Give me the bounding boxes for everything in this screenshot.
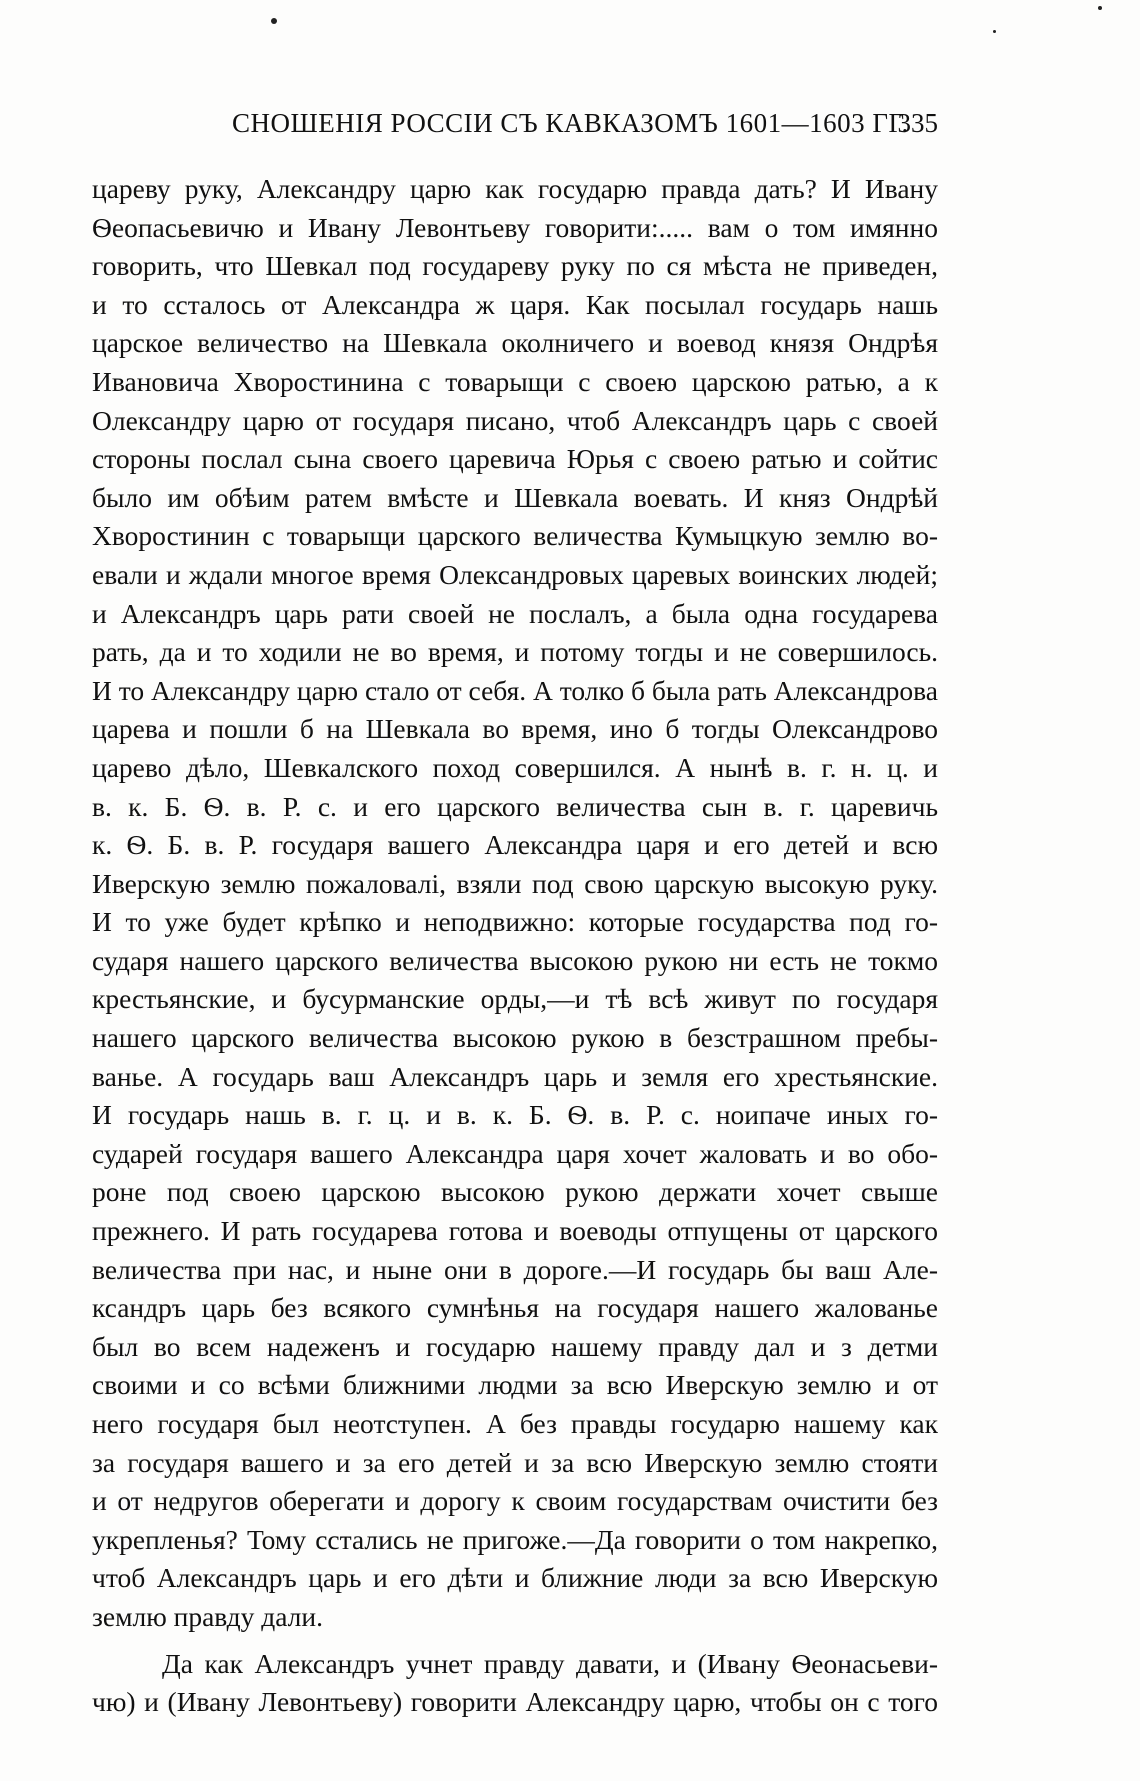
paragraph-2 bbox=[92, 1645, 938, 1722]
text-line: сударей государя вашего Александра царя хочет жаловать и во обо- bbox=[92, 1137, 938, 1169]
text-line: рать, да и то ходили не во время, и потому тогды и не совершилось. bbox=[92, 636, 938, 668]
text-line: сударя нашего царского величества высокою рукою ни есть не токмо bbox=[92, 944, 938, 976]
text-line: И то Александру царю стало от себя. А толко б была рать Александрова bbox=[92, 674, 938, 706]
text-line: ксандръ царь без всякого сумнѣнья на государя нашего жалованье bbox=[92, 1292, 938, 1324]
text-line: к. Ѳ. Б. в. Р. государя вашего Александра царя и его детей и всю bbox=[92, 829, 938, 861]
text-line: цареву руку, Александру царю как государю правда дать? И Ивану bbox=[92, 173, 938, 204]
text-line: и от недругов оберегати и дорогу к своим государствам очистити без bbox=[92, 1485, 938, 1517]
text-line: Ѳеопасьевичю и Ивану Левонтьеву говорити:..... вам о том имянно bbox=[92, 211, 938, 243]
ink-speck bbox=[1098, 6, 1102, 10]
body-text bbox=[92, 170, 938, 1722]
text-line: Олександру царю от государя писано, чтоб Александръ царь с своей bbox=[92, 404, 938, 436]
ink-speck bbox=[271, 18, 277, 24]
paragraph-gap bbox=[92, 1637, 938, 1645]
text-line: землю правду дали. bbox=[92, 1600, 323, 1632]
ink-speck bbox=[993, 30, 996, 33]
text-line: и то ссталось от Александра ж царя. Как посылал государь нашь bbox=[92, 288, 938, 320]
text-line: в. к. Б. Ѳ. в. Р. с. и его царского величества сын в. г. царевичь bbox=[92, 790, 938, 822]
text-line: царево дѣло, Шевкалского поход совершился. А нынѣ в. г. н. ц. и bbox=[92, 751, 938, 783]
text-line: чтоб Александръ царь и его дѣти и ближние люди за всю Иверскую bbox=[92, 1562, 938, 1594]
paragraph-1 bbox=[92, 170, 938, 1637]
text-line: И государь нашь в. г. ц. и в. к. Б. Ѳ. в. Р. с. ноипаче иных го- bbox=[92, 1099, 938, 1131]
text-line: укрепленья? Тому сстались не пригоже.—Да говорити о том накрепко, bbox=[92, 1523, 938, 1555]
text-line: нашего царского величества высокою рукою в безстрашном пребы- bbox=[92, 1022, 938, 1054]
page-header bbox=[92, 108, 938, 148]
text-line: своими и со всѣми ближними людми за всю Иверскую землю и от bbox=[92, 1369, 938, 1401]
running-title: СНОШЕНІЯ РОССІИ СЪ КАВКАЗОМЪ 1601—1603 ГГ. bbox=[232, 108, 909, 138]
text-line: него государя был неотступен. А без правды государю нашему как bbox=[92, 1408, 938, 1439]
text-line: и Александръ царь рати своей не послалъ, а была одна государева bbox=[92, 597, 938, 629]
text-line: Да как Александръ учнет правду давати, и (Ивану Ѳеонасьеви- bbox=[162, 1647, 938, 1679]
text-line: ванье. А государь ваш Александръ царь и земля его хрестьянские. bbox=[92, 1060, 938, 1092]
text-line: Иверскую землю пожаловалі, взяли под свою царскую высокую руку. bbox=[92, 867, 938, 899]
text-line: прежнего. И рать государева готова и воеводы отпущены от царского bbox=[92, 1215, 938, 1247]
text-line: роне под своею царскою высокою рукою держати хочет свыше bbox=[92, 1176, 938, 1208]
text-line: И то уже будет крѣпко и неподвижно: которые государства под го- bbox=[92, 906, 938, 938]
text-line: Хворостинин с товарыщи царского величества Кумыцкую землю во- bbox=[92, 520, 938, 552]
text-line: чю) и (Ивану Левонтьеву) говорити Александру царю, чтобы он с того bbox=[92, 1686, 938, 1718]
text-line: был во всем надеженъ и государю нашему правду дал и з детми bbox=[92, 1330, 938, 1362]
text-line: крестьянские, и бусурманские орды,—и тѣ всѣ живут по государя bbox=[92, 983, 938, 1015]
text-line: величества при нас, и ныне они в дороге.—И государь бы ваш Але- bbox=[92, 1253, 938, 1285]
text-line: Ивановича Хворостинина с товарыщи с своею царскою ратью, а к bbox=[92, 365, 938, 397]
text-line: царева и пошли б на Шевкала во время, ино б тогды Олександрово bbox=[92, 713, 938, 745]
text-line: было им обѣим ратем вмѣсте и Шевкала воевать. И княз Ондрѣй bbox=[92, 481, 938, 513]
text-line: говорить, что Шевкал под государеву руку по ся мѣста не приведен, bbox=[92, 250, 938, 282]
text-line: за государя вашего и за его детей и за всю Иверскую землю стояти bbox=[92, 1446, 938, 1478]
text-line: стороны послал сына своего царевича Юрья с своею ратью и сойтис bbox=[92, 443, 938, 475]
text-line: царское величество на Шевкала околничего и воевод князя Ондрѣя bbox=[92, 327, 938, 359]
page-number: 335 bbox=[897, 108, 938, 138]
text-line: евали и ждали многое время Олександровых царевых воинских людей; bbox=[92, 558, 938, 590]
